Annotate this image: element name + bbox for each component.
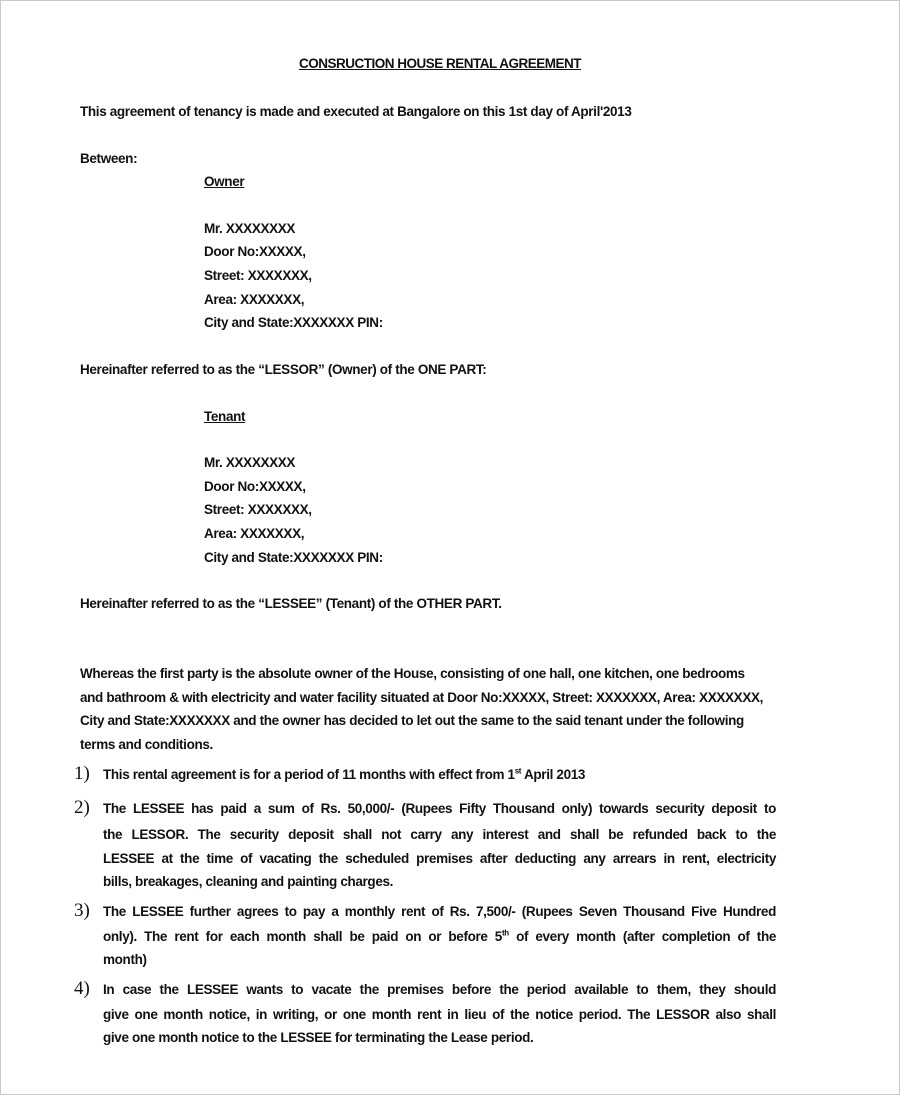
tenant-area: Area: XXXXXXX,: [204, 526, 305, 541]
owner-door: Door No:XXXXX,: [204, 244, 306, 259]
clause-2-line: The LESSEE has paid a sum of Rs. 50,000/- (Rupees Fifty Thousand only) towards security deposit to: [103, 801, 776, 816]
intro-text: This agreement of tenancy is made and executed at Bangalore on this 1st day of April'2013: [80, 104, 632, 119]
lessee-reference: Hereinafter referred to as the “LESSEE” (Tenant) of the OTHER PART.: [80, 596, 502, 611]
clause-4-line: give one month notice to the LESSEE for terminating the Lease period.: [103, 1030, 534, 1045]
clause-2-line: the LESSOR. The security deposit shall not carry any interest and shall be refunded back to the: [103, 827, 776, 842]
whereas-line: Whereas the first party is the absolute owner of the House, consisting of one hall, one kitchen, one bedrooms: [80, 666, 745, 681]
clause-3-line: only). The rent for each month shall be paid on or before 5th of every month (after completion of the: [103, 928, 776, 944]
tenant-door: Door No:XXXXX,: [204, 479, 306, 494]
document-title: CONSRUCTION HOUSE RENTAL AGREEMENT: [299, 56, 582, 71]
clause-number: 3): [74, 900, 90, 921]
owner-street: Street: XXXXXXX,: [204, 268, 312, 283]
owner-heading: Owner: [204, 174, 245, 189]
clause-3-line: month): [103, 952, 147, 967]
tenant-name: Mr. XXXXXXXX: [204, 455, 296, 470]
tenant-heading: Tenant: [204, 409, 246, 424]
between-label: Between:: [80, 151, 138, 166]
clause-number: 2): [74, 797, 90, 818]
whereas-line: terms and conditions.: [80, 737, 213, 752]
whereas-line: and bathroom & with electricity and water facility situated at Door No:XXXXX, Street: XXXXXXX, Area: XXXXXXX,: [80, 690, 764, 705]
tenant-city: City and State:XXXXXXX PIN:: [204, 550, 383, 565]
clause-2-line: LESSEE at the time of vacating the scheduled premises after deducting any arrears in rent, electricity: [103, 851, 776, 866]
lessor-reference: Hereinafter referred to as the “LESSOR” (Owner) of the ONE PART:: [80, 362, 487, 377]
owner-city: City and State:XXXXXXX PIN:: [204, 315, 383, 330]
clause-number: 1): [74, 763, 90, 784]
owner-area: Area: XXXXXXX,: [204, 292, 305, 307]
owner-name: Mr. XXXXXXXX: [204, 221, 296, 236]
clause-3-line: The LESSEE further agrees to pay a monthly rent of Rs. 7,500/- (Rupees Seven Thousand Five Hundred: [103, 904, 776, 919]
tenant-street: Street: XXXXXXX,: [204, 502, 312, 517]
clause-1-line: This rental agreement is for a period of 11 months with effect from 1st April 2013: [103, 766, 586, 782]
clause-number: 4): [74, 978, 90, 999]
clause-4-line: In case the LESSEE wants to vacate the premises before the period available to them, they should: [103, 982, 776, 997]
whereas-line: City and State:XXXXXXX and the owner has decided to let out the same to the said tenant under the following: [80, 713, 744, 728]
clause-2-line: bills, breakages, cleaning and painting charges.: [103, 874, 394, 889]
clause-4-line: give one month notice, in writing, or one month rent in lieu of the notice period. The LESSOR also shall: [103, 1007, 776, 1022]
